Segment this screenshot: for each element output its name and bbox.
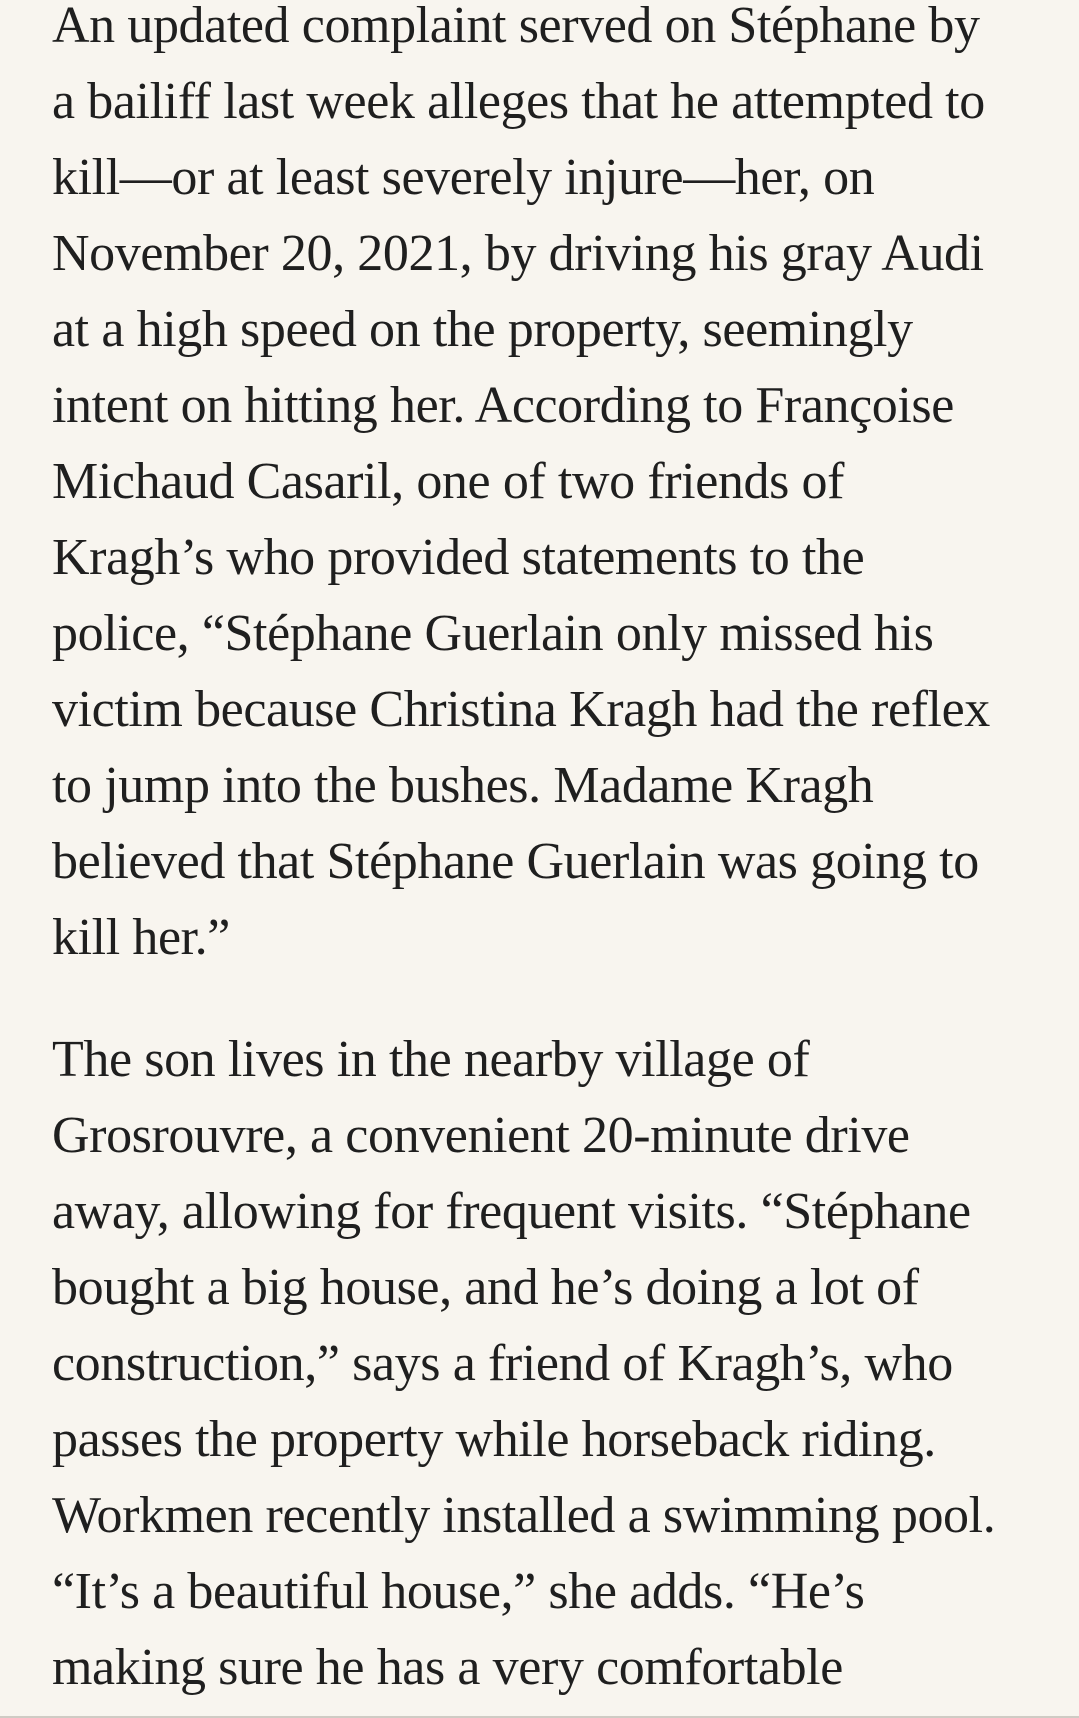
text-line: making sure he has a very comfortable xyxy=(52,1639,843,1696)
text-line: at a high speed on the property, seemingly xyxy=(52,301,913,358)
text-line: bought a big house, and he’s doing a lot of xyxy=(52,1259,919,1316)
text-line: construction,” says a friend of Kragh’s, who xyxy=(52,1335,953,1392)
article-paragraph xyxy=(52,1022,1062,1706)
text-line: intent on hitting her. According to Françoise xyxy=(52,377,954,434)
text-line: November 20, 2021, by driving his gray Audi xyxy=(52,225,984,282)
text-line: away, allowing for frequent visits. “Stéphane xyxy=(52,1183,971,1240)
article-paragraph xyxy=(52,0,1062,976)
text-line: to jump into the bushes. Madame Kragh xyxy=(52,757,874,814)
text-line: Workmen recently installed a swimming pool. xyxy=(52,1487,996,1544)
text-line: kill—or at least severely injure—her, on xyxy=(52,149,875,206)
text-line: Kragh’s who provided statements to the xyxy=(52,529,865,586)
text-line: passes the property while horseback riding. xyxy=(52,1411,936,1468)
text-line: kill her.” xyxy=(52,909,230,966)
text-line: The son lives in the nearby village of xyxy=(52,1031,810,1088)
text-line: Grosrouvre, a convenient 20-minute drive xyxy=(52,1107,910,1164)
text-line: a bailiff last week alleges that he attempted to xyxy=(52,73,985,130)
text-line: believed that Stéphane Guerlain was going to xyxy=(52,833,979,890)
text-line: Michaud Casaril, one of two friends of xyxy=(52,453,845,510)
article-body xyxy=(52,0,1062,1706)
text-line: victim because Christina Kragh had the reflex xyxy=(52,681,990,738)
text-line: An updated complaint served on Stéphane by xyxy=(52,0,980,54)
text-line: “It’s a beautiful house,” she adds. “He’s xyxy=(52,1563,865,1620)
text-line: police, “Stéphane Guerlain only missed his xyxy=(52,605,934,662)
